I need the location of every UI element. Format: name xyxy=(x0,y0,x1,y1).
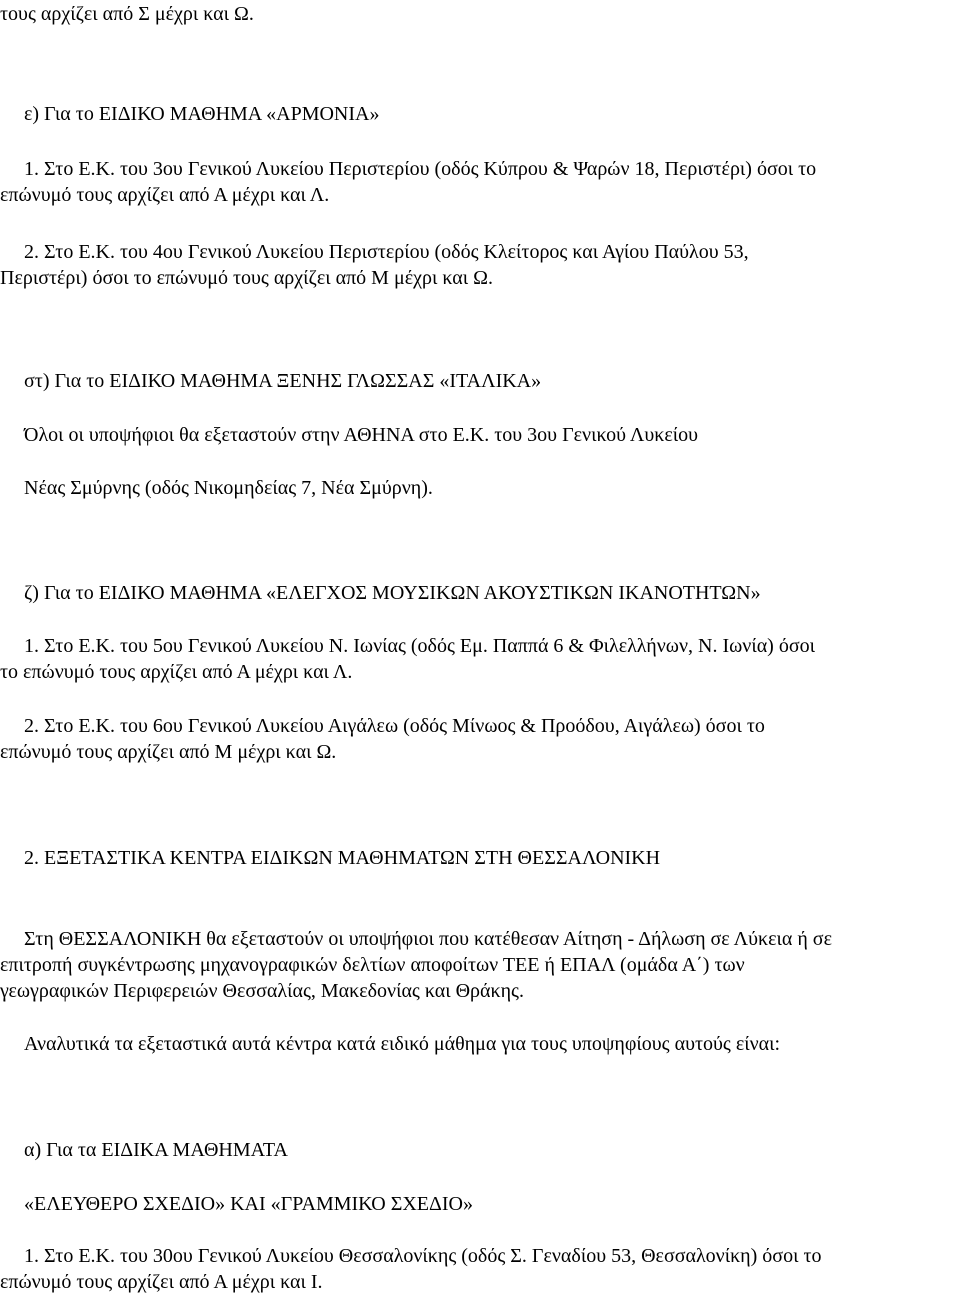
text-line: Νέας Σμύρνης (οδός Νικομηδείας 7, Νέα Σμύρνη). xyxy=(24,477,433,499)
text-line: 1. Στο Ε.Κ. του 30ου Γενικού Λυκείου Θεσσαλονίκης (οδός Σ. Γεναδίου 53, Θεσσαλονίκη) όσοι το xyxy=(24,1245,822,1267)
text-line: 2. Στο Ε.Κ. του 4ου Γενικού Λυκείου Περιστερίου (οδός Κλείτορος και Αγίου Παύλου 53, xyxy=(24,241,749,263)
section-heading: ε) Για το ΕΙΔΙΚΟ ΜΑΘΗΜΑ «ΑΡΜΟΝΙΑ» xyxy=(24,103,380,125)
section-heading: στ) Για το ΕΙΔΙΚΟ ΜΑΘΗΜΑ ΞΕΝΗΣ ΓΛΩΣΣΑΣ «ΙΤΑΛΙΚΑ» xyxy=(24,370,542,392)
text-line: 1. Στο Ε.Κ. του 3ου Γενικού Λυκείου Περιστερίου (οδός Κύπρου & Ψαρών 18, Περιστέρι) όσοι το xyxy=(24,158,817,180)
text-line: Περιστέρι) όσοι το επώνυμό τους αρχίζει από Μ μέχρι και Ω. xyxy=(0,267,493,289)
text-line: 2. Στο Ε.Κ. του 6ου Γενικού Λυκείου Αιγάλεω (οδός Μίνωος & Προόδου, Αιγάλεω) όσοι το xyxy=(24,715,765,737)
text-line: επιτροπή συγκέντρωσης μηχανογραφικών δελτίων αποφοίτων ΤΕΕ ή ΕΠΑΛ (ομάδα Α΄) των xyxy=(0,954,745,976)
text-line: Όλοι οι υποψήφιοι θα εξεταστούν στην ΑΘΗΝΑ στο Ε.Κ. του 3ου Γενικού Λυκείου xyxy=(24,424,699,446)
text-line: επώνυμό τους αρχίζει από Μ μέχρι και Ω. xyxy=(0,741,337,763)
text-line: το επώνυμό τους αρχίζει από Α μέχρι και Λ. xyxy=(0,661,353,683)
text-line: επώνυμό τους αρχίζει από Α μέχρι και Λ. xyxy=(0,184,330,206)
text-line: 1. Στο Ε.Κ. του 5ου Γενικού Λυκείου Ν. Ιωνίας (οδός Εμ. Παππά 6 & Φιλελλήνων, Ν. Ιωνία) όσοι xyxy=(24,635,816,657)
section-heading: «ΕΛΕΥΘΕΡΟ ΣΧΕΔΙΟ» ΚΑΙ «ΓΡΑΜΜΙΚΟ ΣΧΕΔΙΟ» xyxy=(24,1193,473,1215)
text-line: Στη ΘΕΣΣΑΛΟΝΙΚΗ θα εξεταστούν οι υποψήφιοι που κατέθεσαν Αίτηση - Δήλωση σε Λύκεια ή σε xyxy=(24,928,832,950)
section-heading: α) Για τα ΕΙΔΙΚΑ ΜΑΘΗΜΑΤΑ xyxy=(24,1139,288,1161)
text-line: τους αρχίζει από Σ μέχρι και Ω. xyxy=(0,3,254,25)
text-line: γεωγραφικών Περιφερειών Θεσσαλίας, Μακεδονίας και Θράκης. xyxy=(0,980,524,1002)
text-line: Αναλυτικά τα εξεταστικά αυτά κέντρα κατά ειδικό μάθημα για τους υποψηφίους αυτούς είναι: xyxy=(24,1033,781,1055)
section-heading: ζ) Για το ΕΙΔΙΚΟ ΜΑΘΗΜΑ «ΕΛΕΓΧΟΣ ΜΟΥΣΙΚΩΝ ΑΚΟΥΣΤΙΚΩΝ ΙΚΑΝΟΤΗΤΩΝ» xyxy=(24,582,761,604)
text-line: επώνυμό τους αρχίζει από Α μέχρι και Ι. xyxy=(0,1271,323,1293)
section-heading: 2. ΕΞΕΤΑΣΤΙΚΑ ΚΕΝΤΡΑ ΕΙΔΙΚΩΝ ΜΑΘΗΜΑΤΩΝ ΣΤΗ ΘΕΣΣΑΛΟΝΙΚΗ xyxy=(24,847,661,869)
